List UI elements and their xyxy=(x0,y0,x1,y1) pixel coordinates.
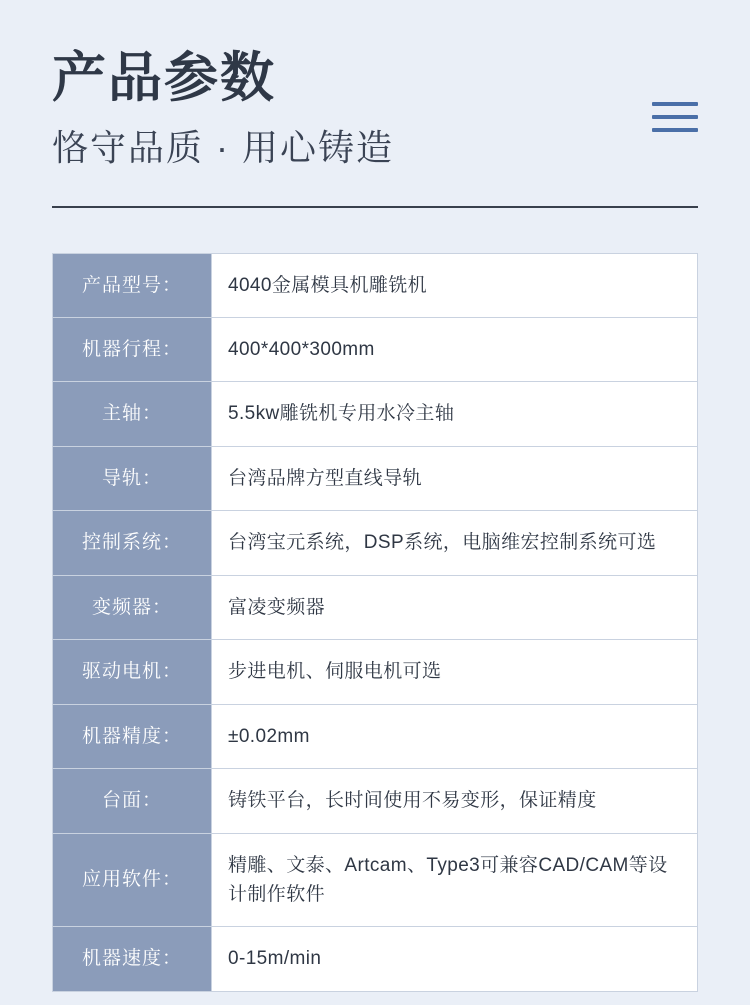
spec-label: 变频器： xyxy=(53,575,212,639)
spec-value: 4040金属模具机雕铣机 xyxy=(212,253,698,317)
specification-table xyxy=(52,253,698,992)
spec-label: 应用软件： xyxy=(53,833,212,927)
page-title: 产品参数 xyxy=(52,48,276,108)
table-row xyxy=(53,927,698,991)
spec-label: 导轨： xyxy=(53,446,212,510)
spec-label: 机器行程： xyxy=(53,318,212,382)
menu-icon-bar-2 xyxy=(652,115,698,119)
spec-value: 台湾宝元系统，DSP系统，电脑维宏控制系统可选 xyxy=(212,511,698,575)
spec-label: 控制系统： xyxy=(53,511,212,575)
table-row xyxy=(53,833,698,927)
spec-value: 400*400*300mm xyxy=(212,318,698,382)
spec-label: 台面： xyxy=(53,769,212,833)
menu-icon-bar-3 xyxy=(652,128,698,132)
spec-value: 铸铁平台，长时间使用不易变形，保证精度 xyxy=(212,769,698,833)
table-row xyxy=(53,446,698,510)
header-divider xyxy=(52,206,698,208)
table-row xyxy=(53,253,698,317)
specification-table-body xyxy=(53,253,698,991)
table-row xyxy=(53,318,698,382)
table-row xyxy=(53,704,698,768)
spec-value: 精雕、文泰、Artcam、Type3可兼容CAD/CAM等设计制作软件 xyxy=(212,833,698,927)
menu-icon-bar-1 xyxy=(652,102,698,106)
table-row xyxy=(53,511,698,575)
spec-value: 富凌变频器 xyxy=(212,575,698,639)
spec-value: 0-15m/min xyxy=(212,927,698,991)
page-subtitle: 恪守品质 · 用心铸造 xyxy=(52,126,394,168)
spec-label: 主轴： xyxy=(53,382,212,446)
spec-label: 驱动电机： xyxy=(53,640,212,704)
spec-label: 机器精度： xyxy=(53,704,212,768)
table-row xyxy=(53,382,698,446)
table-row xyxy=(53,640,698,704)
spec-value: 台湾品牌方型直线导轨 xyxy=(212,446,698,510)
table-row xyxy=(53,769,698,833)
spec-label: 机器速度： xyxy=(53,927,212,991)
spec-label: 产品型号： xyxy=(53,253,212,317)
spec-value: 5.5kw雕铣机专用水冷主轴 xyxy=(212,382,698,446)
hamburger-menu-icon[interactable] xyxy=(652,102,698,132)
spec-value: ±0.02mm xyxy=(212,704,698,768)
spec-value: 步进电机、伺服电机可选 xyxy=(212,640,698,704)
page-header xyxy=(52,0,698,208)
table-row xyxy=(53,575,698,639)
